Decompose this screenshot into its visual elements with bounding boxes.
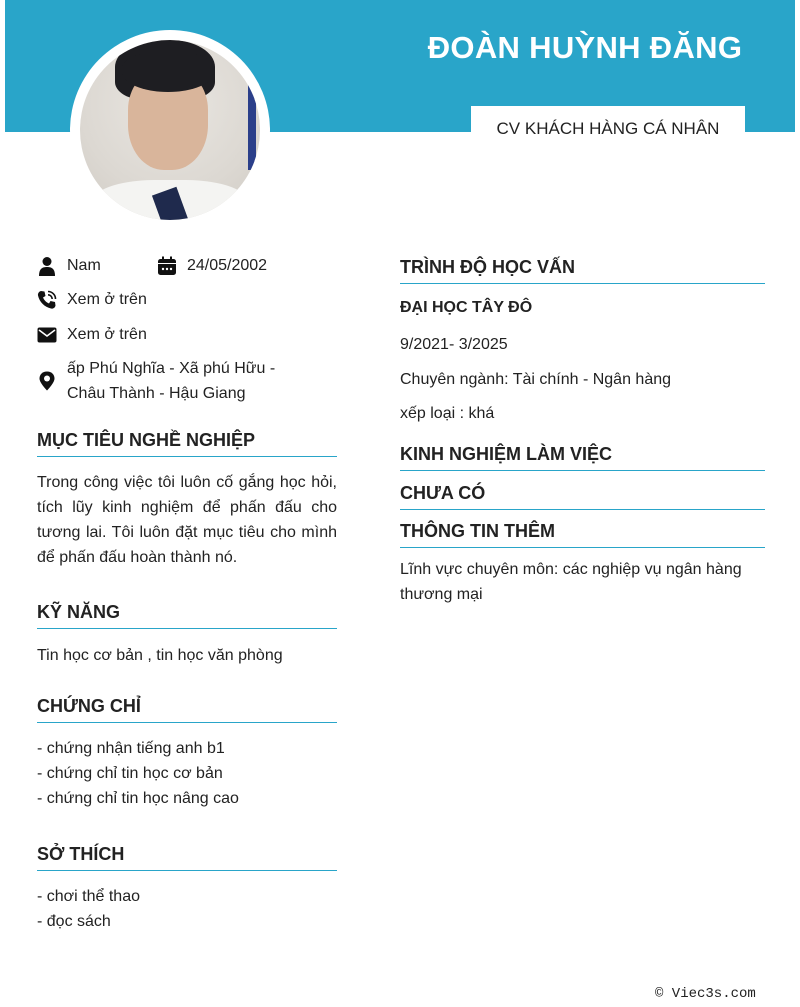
envelope-icon: [37, 325, 57, 345]
skills-text: Tin học cơ bản , tin học văn phòng: [37, 647, 283, 664]
gender-value: Nam: [67, 257, 101, 274]
avatar: [80, 40, 260, 220]
education-heading: TRÌNH ĐỘ HỌC VẤN: [400, 257, 765, 284]
additional-info-text: Lĩnh vực chuyên môn: các nghiệp vụ ngân hàng thương mại: [400, 561, 742, 603]
candidate-name: ĐOÀN HUỲNH ĐĂNG: [427, 30, 743, 65]
address-line-1: ấp Phú Nghĩa - Xã phú Hữu -: [67, 360, 276, 377]
gender-row: [37, 254, 157, 278]
certificates-heading: CHỨNG CHỈ: [37, 696, 337, 723]
hobbies-list: [37, 884, 337, 934]
experience-heading: KINH NGHIỆM LÀM VIỆC: [400, 444, 765, 471]
email-row: [37, 323, 237, 347]
email-value: Xem ở trên: [67, 326, 147, 343]
hobby-item: - chơi thể thao: [37, 888, 140, 905]
certificate-item: - chứng chỉ tin học cơ bản: [37, 765, 223, 782]
phone-row: [37, 288, 237, 312]
objective-heading: MỤC TIÊU NGHỀ NGHIỆP: [37, 430, 337, 457]
education-period: 9/2021- 3/2025: [400, 336, 508, 353]
phone-icon: [37, 290, 57, 310]
birthday-value: 24/05/2002: [187, 257, 268, 274]
map-pin-icon: [37, 371, 57, 391]
school-name: ĐẠI HỌC TÂY ĐÔ: [400, 299, 533, 316]
hobbies-heading: SỞ THÍCH: [37, 844, 337, 871]
education-major: Chuyên ngành: Tài chính - Ngân hàng: [400, 371, 672, 388]
calendar-icon: [157, 256, 177, 276]
address-line-2: Châu Thành - Hậu Giang: [67, 385, 246, 402]
user-icon: [37, 256, 57, 276]
education-rank: xếp loại : khá: [400, 405, 495, 422]
additional-info-heading: THÔNG TIN THÊM: [400, 521, 765, 548]
address-row: [37, 357, 317, 407]
cv-subtitle: CV KHÁCH HÀNG CÁ NHÂN: [496, 119, 720, 138]
certificate-item: - chứng nhận tiếng anh b1: [37, 740, 225, 757]
experience-subheading: CHƯA CÓ: [400, 483, 765, 510]
skills-heading: KỸ NĂNG: [37, 602, 337, 629]
watermark: © Viec3s.com: [655, 986, 756, 1002]
birthday-row: [157, 254, 317, 278]
certificates-list: [37, 736, 337, 811]
objective-text: Trong công việc tôi luôn cố gắng học hỏi, tích lũy kinh nghiệm để phấn đấu cho tương lai. Tôi luôn đặt mục tiêu cho mình để phấn đấu hoàn thành nó.: [37, 474, 337, 566]
phone-value: Xem ở trên: [67, 291, 147, 308]
certificate-item: - chứng chỉ tin học nâng cao: [37, 790, 239, 807]
hobby-item: - đọc sách: [37, 913, 111, 930]
